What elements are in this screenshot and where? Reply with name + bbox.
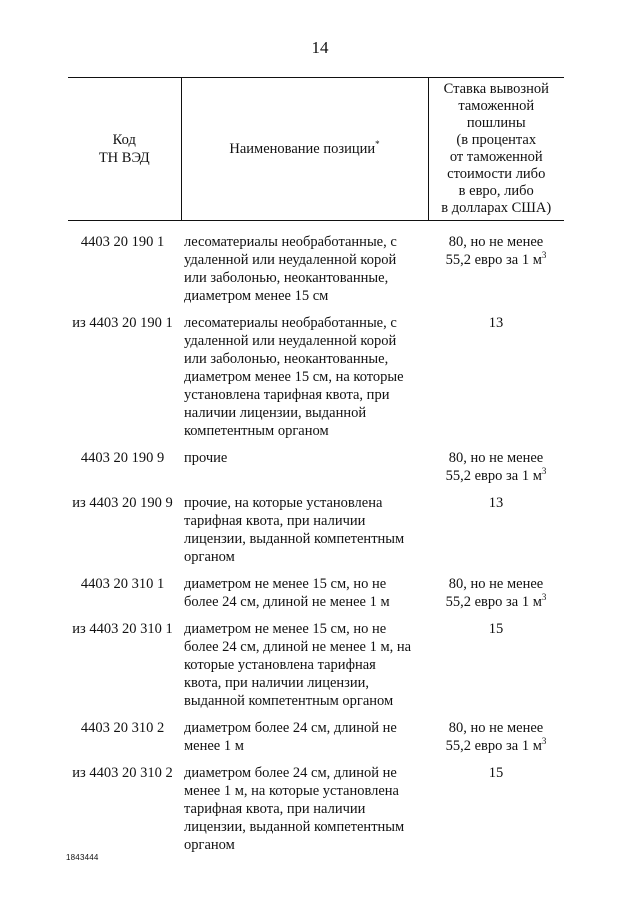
- rate-line: [428, 449, 564, 467]
- row-description: [181, 314, 428, 449]
- table-row: [68, 719, 564, 764]
- description-line: удаленной или неудаленной корой: [184, 252, 397, 268]
- rate-line: [428, 467, 564, 485]
- row-description: [181, 575, 428, 620]
- row-code: из 4403 20 190 1: [72, 315, 173, 331]
- row-duty-rate: [428, 620, 564, 719]
- header-name-text: Наименование позиции: [229, 141, 376, 157]
- rate-unit-superscript: 3: [541, 592, 547, 602]
- header-duty-line: таможенной: [458, 98, 535, 114]
- rate-line: [428, 620, 564, 638]
- row-duty-rate: [428, 494, 564, 575]
- description-line: диаметром менее 15 см: [184, 288, 329, 304]
- row-code: из 4403 20 190 9: [72, 495, 173, 511]
- tariff-table: [68, 77, 564, 863]
- row-code: из 4403 20 310 2: [72, 765, 173, 781]
- description-line: лицензии, выданной компетентным: [184, 819, 405, 835]
- rate-text: 13: [488, 495, 504, 511]
- rate-line: [428, 764, 564, 782]
- rate-text: 80, но не менее: [448, 450, 544, 466]
- rate-line: [428, 737, 564, 755]
- row-code: 4403 20 190 9: [80, 450, 165, 466]
- row-description: [181, 494, 428, 575]
- description-line: менее 1 м: [184, 738, 244, 754]
- description-line: диаметром менее 15 см, на которые: [184, 369, 404, 385]
- rate-unit-superscript: 3: [541, 466, 547, 476]
- rate-text: 55,2 евро за 1 м: [445, 252, 542, 268]
- description-line: тарифная квота, при наличии: [184, 513, 366, 529]
- description-line: органом: [184, 837, 235, 853]
- table-row: [68, 314, 564, 449]
- rate-text: 13: [488, 315, 504, 331]
- description-line: лесоматериалы необработанные, с: [184, 234, 397, 250]
- description-line: диаметром более 24 см, длиной не: [184, 765, 397, 781]
- description-line: квота, при наличии лицензии,: [184, 675, 370, 691]
- rate-line: [428, 719, 564, 737]
- description-line: удаленной или неудаленной корой: [184, 333, 397, 349]
- rate-line: [428, 314, 564, 332]
- header-code-line1: Код: [112, 132, 136, 148]
- header-duty-line: пошлины: [466, 115, 526, 131]
- description-line: тарифная квота, при наличии: [184, 801, 366, 817]
- row-code: 4403 20 310 2: [80, 720, 165, 736]
- header-name: [181, 78, 428, 221]
- document-id: 1843444: [66, 853, 99, 862]
- table-row: [68, 620, 564, 719]
- table-row: [68, 494, 564, 575]
- header-duty: [428, 78, 564, 221]
- table-spacer: [68, 221, 564, 234]
- rate-text: 55,2 евро за 1 м: [445, 594, 542, 610]
- description-line: наличии лицензии, выданной: [184, 405, 367, 421]
- rate-line: [428, 593, 564, 611]
- table-header: [68, 78, 564, 221]
- table-row: [68, 233, 564, 314]
- header-code: [68, 78, 181, 221]
- header-duty-line: (в процентах: [456, 132, 537, 148]
- row-description: [181, 233, 428, 314]
- description-line: органом: [184, 549, 235, 565]
- rate-line: [428, 233, 564, 251]
- rate-text: 15: [488, 765, 504, 781]
- description-line: выданной компетентным органом: [184, 693, 394, 709]
- table-row: [68, 449, 564, 494]
- header-duty-line: в евро, либо: [458, 183, 534, 199]
- row-description: [181, 764, 428, 863]
- description-line: или заболонью, неокантованные,: [184, 351, 389, 367]
- rate-line: [428, 575, 564, 593]
- row-code: из 4403 20 310 1: [72, 621, 173, 637]
- row-duty-rate: [428, 719, 564, 764]
- description-line: более 24 см, длиной не менее 1 м: [184, 594, 390, 610]
- rate-unit-superscript: 3: [541, 736, 547, 746]
- description-line: компетентным органом: [184, 423, 329, 439]
- header-duty-line: в долларах США): [441, 200, 552, 216]
- description-line: менее 1 м, на которые установлена: [184, 783, 399, 799]
- row-duty-rate: [428, 449, 564, 494]
- rate-unit-superscript: 3: [541, 250, 547, 260]
- rate-text: 80, но не менее: [448, 234, 544, 250]
- table-row: [68, 575, 564, 620]
- description-line: прочие, на которые установлена: [184, 495, 383, 511]
- row-code: 4403 20 310 1: [80, 576, 165, 592]
- row-duty-rate: [428, 314, 564, 449]
- row-duty-rate: [428, 764, 564, 863]
- header-code-line2: ТН ВЭД: [98, 150, 150, 166]
- row-description: [181, 449, 428, 494]
- row-code: 4403 20 190 1: [80, 234, 165, 250]
- table-body: [68, 221, 564, 864]
- header-duty-line: от таможенной: [449, 149, 543, 165]
- description-line: или заболонью, неокантованные,: [184, 270, 389, 286]
- footnote-mark: *: [375, 139, 380, 149]
- description-line: которые установлена тарифная: [184, 657, 376, 673]
- row-duty-rate: [428, 233, 564, 314]
- page-number: 14: [311, 38, 329, 57]
- description-line: диаметром более 24 см, длиной не: [184, 720, 397, 736]
- header-duty-line: Ставка вывозной: [443, 81, 549, 97]
- description-line: лицензии, выданной компетентным: [184, 531, 405, 547]
- row-description: [181, 620, 428, 719]
- rate-line: [428, 251, 564, 269]
- rate-text: 80, но не менее: [448, 720, 544, 736]
- rate-text: 80, но не менее: [448, 576, 544, 592]
- description-line: диаметром не менее 15 см, но не: [184, 621, 387, 637]
- table-row: [68, 764, 564, 863]
- row-description: [181, 719, 428, 764]
- header-duty-line: стоимости либо: [447, 166, 546, 182]
- description-line: более 24 см, длиной не менее 1 м, на: [184, 639, 412, 655]
- description-line: прочие: [184, 450, 228, 466]
- rate-text: 55,2 евро за 1 м: [445, 468, 542, 484]
- rate-line: [428, 494, 564, 512]
- row-duty-rate: [428, 575, 564, 620]
- rate-text: 15: [488, 621, 504, 637]
- description-line: установлена тарифная квота, при: [184, 387, 390, 403]
- description-line: лесоматериалы необработанные, с: [184, 315, 397, 331]
- rate-text: 55,2 евро за 1 м: [445, 738, 542, 754]
- description-line: диаметром не менее 15 см, но не: [184, 576, 387, 592]
